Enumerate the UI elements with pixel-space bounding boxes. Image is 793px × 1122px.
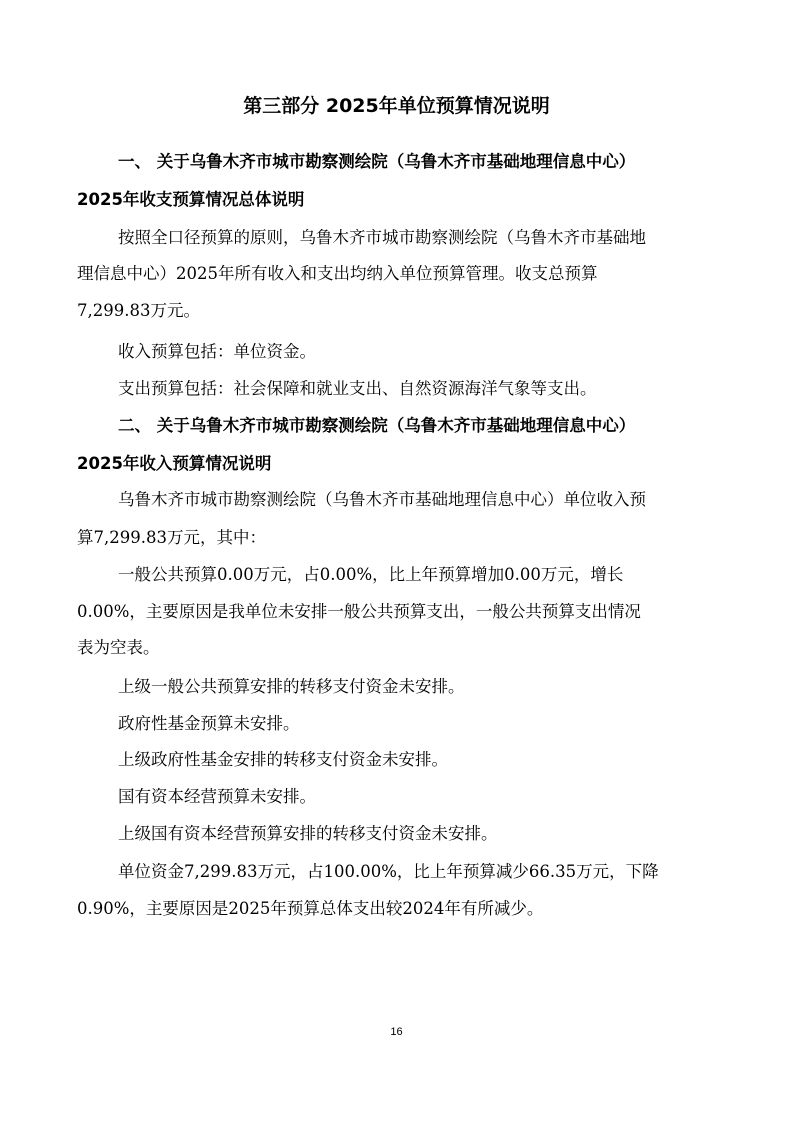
section1-heading-line2: 2025年收支预算情况总体说明 (77, 190, 305, 209)
section2-paragraph3: 上级一般公共预算安排的转移支付资金未安排。 (118, 677, 465, 696)
section1-paragraph1-line2: 理信息中心）2025年所有收入和支出均纳入单位预算管理。收支总预算 (77, 264, 598, 283)
section1-paragraph1-line3: 7,299.83万元。 (77, 301, 200, 320)
section2-paragraph2-line2: 0.00%，主要原因是我单位未安排一般公共预算支出，一般公共预算支出情况 (77, 602, 641, 621)
section2-paragraph8-line1: 单位资金7,299.83万元，占100.00%，比上年预算减少66.35万元，下降 (118, 862, 659, 881)
section2-paragraph1-line1: 乌鲁木齐市城市勘察测绘院（乌鲁木齐市基础地理信息中心）单位收入预 (118, 490, 646, 509)
page-number: 16 (390, 1026, 403, 1038)
section2-heading-line1: 二、 关于乌鲁木齐市城市勘察测绘院（乌鲁木齐市基础地理信息中心） (118, 416, 636, 435)
section2-heading-line2: 2025年收入预算情况说明 (77, 454, 272, 473)
section2-paragraph2-line1: 一般公共预算0.00万元，占0.00%，比上年预算增加0.00万元，增长 (118, 565, 624, 584)
section2-paragraph7: 上级国有资本经营预算安排的转移支付资金未安排。 (118, 824, 498, 843)
section1-paragraph3: 支出预算包括：社会保障和就业支出、自然资源海洋气象等支出。 (118, 379, 597, 398)
section2-paragraph8-line2: 0.90%，主要原因是2025年预算总体支出较2024年有所减少。 (77, 899, 544, 918)
section2-paragraph4: 政府性基金预算未安排。 (118, 714, 300, 733)
section1-heading-line1: 一、 关于乌鲁木齐市城市勘察测绘院（乌鲁木齐市基础地理信息中心） (118, 152, 636, 171)
section2-paragraph2-line3: 表为空表。 (77, 638, 160, 657)
section2-paragraph5: 上级政府性基金安排的转移支付资金未安排。 (118, 750, 448, 769)
section1-paragraph2: 收入预算包括：单位资金。 (118, 342, 316, 361)
page-title: 第三部分 2025年单位预算情况说明 (243, 95, 550, 117)
section2-paragraph6: 国有资本经营预算未安排。 (118, 787, 316, 806)
section2-paragraph1-line2: 算7,299.83万元，其中： (77, 528, 266, 547)
section1-paragraph1-line1: 按照全口径预算的原则，乌鲁木齐市城市勘察测绘院（乌鲁木齐市基础地 (118, 228, 646, 247)
